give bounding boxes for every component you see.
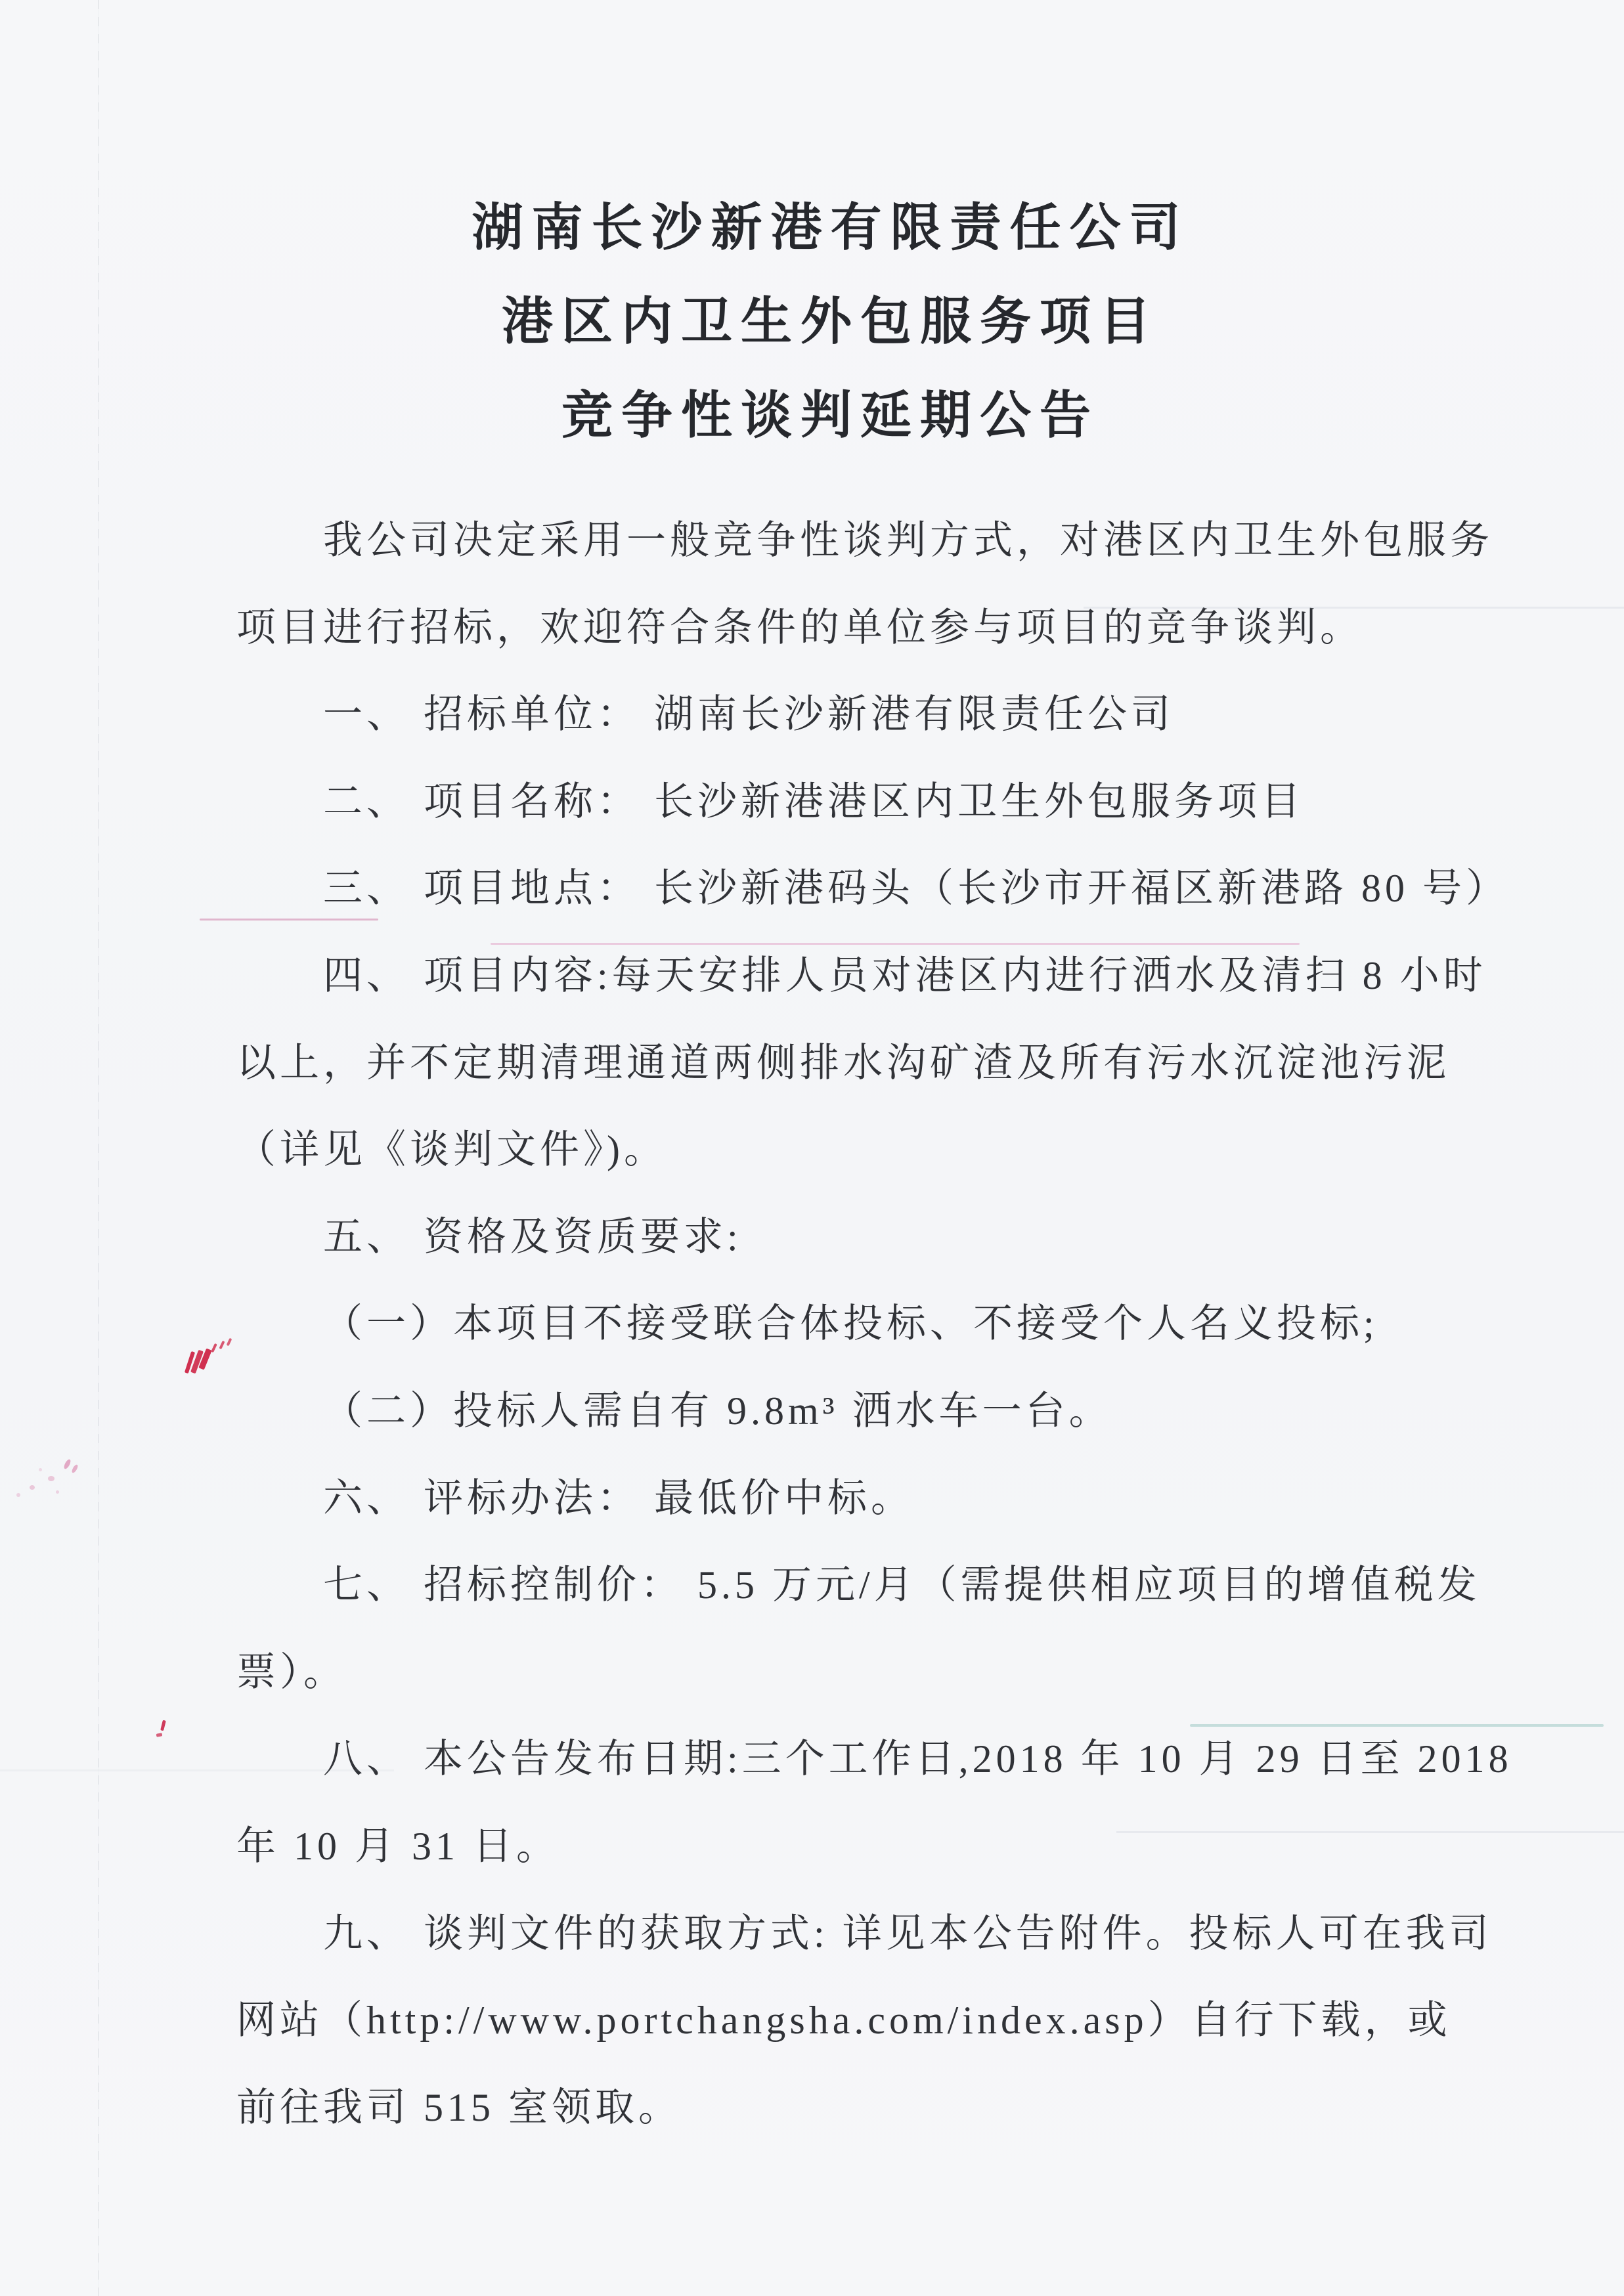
item-7-price-cap: 七、 招标控制价： 5.5 万元/月（需提供相应项目的增值税发 — [323, 1563, 1481, 1607]
item-2-project-name: 二、 项目名称： 长沙新港港区内卫生外包服务项目 — [323, 779, 1304, 823]
body-line: 项目进行招标，欢迎符合条件的单位参与项目的竞争谈判。 — [236, 605, 1363, 649]
item-8-publish-date: 八、 本公告发布日期:三个工作日,2018 年 10 月 29 日至 2018 — [323, 1737, 1512, 1781]
document-body — [236, 497, 1512, 2151]
sub-item-1: （一）本项目不接受联合体投标、不接受个人名义投标; — [323, 1302, 1378, 1346]
pink-speckles-artifact — [10, 1430, 85, 1502]
teal-streak-artifact — [1190, 1724, 1604, 1727]
pink-underline-artifact-2 — [491, 943, 1300, 945]
item-5-qualifications: 五、 资格及资质要求: — [323, 1215, 742, 1259]
body-line: 以上，并不定期清理通道两侧排水沟矿渣及所有污水沉淀池污泥 — [236, 1041, 1450, 1085]
body-line: 年 10 月 31 日。 — [236, 1824, 560, 1868]
title-line-3: 竞争性谈判延期公告 — [561, 387, 1099, 444]
item-6-evaluation-method: 六、 评标办法： 最低价中标。 — [323, 1476, 914, 1520]
title-line-1: 湖南长沙新港有限责任公司 — [472, 199, 1189, 256]
title-line-2: 港区内卫生外包服务项目 — [501, 293, 1159, 350]
scan-streak-artifact — [0, 1769, 394, 1771]
sub-item-2: （二）投标人需自有 9.8m³ 洒水车一台。 — [323, 1389, 1112, 1433]
body-line: （详见《谈判文件》)。 — [236, 1128, 667, 1172]
scan-streak-artifact — [1116, 1831, 1624, 1833]
red-pen-marks-artifact — [187, 1337, 239, 1377]
red-squiggle-artifact — [155, 1720, 172, 1740]
body-line: 票）。 — [236, 1650, 347, 1694]
body-line: 前往我司 515 室领取。 — [236, 2085, 682, 2129]
body-line: 我公司决定采用一般竞争性谈判方式，对港区内卫生外包服务 — [323, 519, 1493, 562]
website-url-line: 网站（http://www.portchangsha.com/index.asp）自行下载，或 — [236, 1999, 1451, 2043]
item-1-tender-unit: 一、 招标单位： 湖南长沙新港有限责任公司 — [323, 693, 1174, 737]
scan-streak-artifact — [1084, 607, 1624, 609]
item-4-project-content: 四、 项目内容:每天安排人员对港区内进行洒水及清扫 8 小时 — [323, 953, 1487, 997]
pink-underline-artifact-1 — [200, 919, 378, 921]
item-9-document-access: 九、 谈判文件的获取方式: 详见本公告附件。投标人可在我司 — [323, 1911, 1493, 1955]
item-3-project-location: 三、 项目地点： 长沙新港码头（长沙市开福区新港路 80 号） — [323, 867, 1509, 911]
document-title — [18, 181, 1624, 462]
